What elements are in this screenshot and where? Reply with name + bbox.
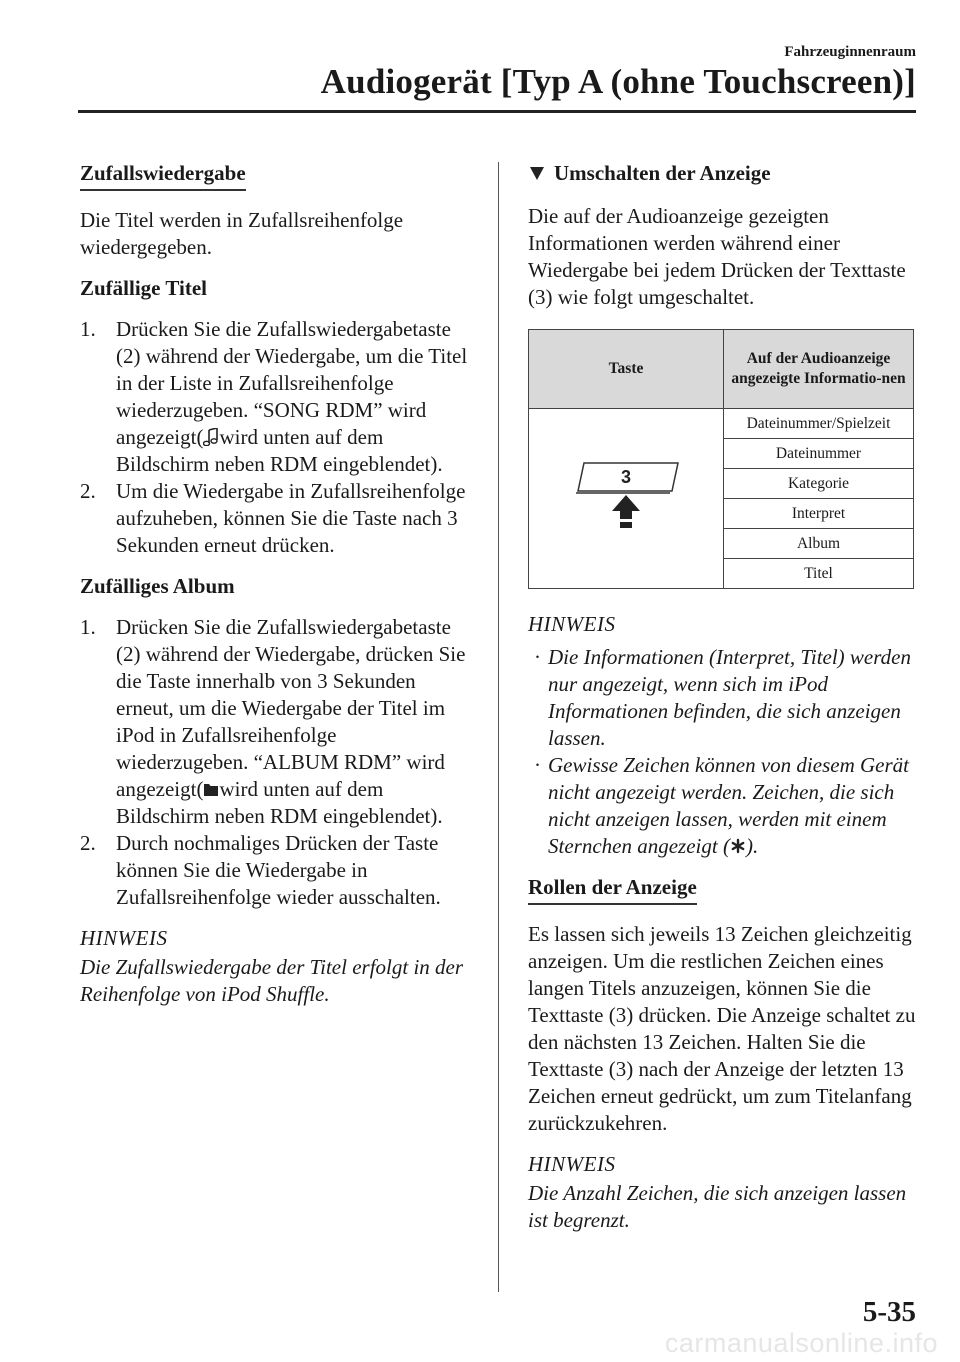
- note-label: HINWEIS: [528, 612, 616, 636]
- rollen-paragraph: Es lassen sich jeweils 13 Zeichen gleichzeitig anzeigen. Um die restlichen Zeichen eines langen Titels anzuzeigen, können Sie die Texttaste (3) drücken. Die Anzeige schaltet zu den nächsten 13 Zeichen. Halten Sie die Texttaste (3) nach der Anzeige der letzten 13 Zeichen erneut gedrückt, um zum Titelanfang zurückzukehren.: [528, 922, 916, 1135]
- page-number: 5-35: [862, 1296, 916, 1328]
- list-item: [528, 644, 918, 752]
- step-text: Drücken Sie die Zufallswiedergabetaste (2) während der Wiedergabe, um die Titel in der Liste in Zufallsreihenfolge wiederzugeben. “SONG RDM” wird angezeigt(: [116, 317, 468, 449]
- key-cell: [529, 409, 724, 589]
- table-row: [529, 409, 914, 439]
- note-label: HINWEIS: [528, 1152, 616, 1176]
- watermark: carmanualsonline.info: [664, 1328, 938, 1358]
- steps-zufaelliges-album: [80, 614, 470, 911]
- heading-zufallswiedergabe: Zufallswiedergabe: [80, 160, 246, 191]
- list-item: [80, 830, 470, 911]
- step-text: Um die Wiedergabe in Zufallsreihenfolge aufzuheben, können Sie die Taste nach 3 Sekunden erneut drücken.: [116, 479, 466, 557]
- heading-text: Umschalten der Anzeige: [554, 161, 771, 185]
- list-item: [80, 316, 470, 478]
- bullet-dot-icon: ·: [534, 753, 541, 777]
- folder-icon: [203, 780, 219, 798]
- note-text: Die Zufallswiedergabe der Titel erfolgt in der Reihenfolge von iPod Shuffle.: [80, 955, 464, 1006]
- bullet-text: Gewisse Zeichen können von diesem Gerät nicht angezeigt werden. Zeichen, die sich nicht anzeigen lassen, werden mit einem Sternchen angezeigt (: [548, 753, 909, 858]
- step-number: 1.: [80, 615, 96, 639]
- subheading-zufaellige-titel: Zufällige Titel: [80, 276, 207, 300]
- subheading-zufaelliges-album: Zufälliges Album: [80, 574, 235, 598]
- table-header-taste: Taste: [529, 330, 724, 409]
- list-item: [80, 478, 470, 559]
- text-button-3-icon: [566, 451, 686, 541]
- table-cell: Interpret: [724, 499, 914, 529]
- page-title: Audiogerät [Typ A (ohne Touchscreen)]: [320, 62, 916, 101]
- triangle-bullet-icon: [530, 167, 544, 180]
- note-bullets: [528, 644, 918, 860]
- asterisk-icon: [730, 837, 746, 855]
- table-cell: Dateinummer: [724, 439, 914, 469]
- intro-paragraph: Die Titel werden in Zufallsreihenfolge wiedergegeben.: [80, 208, 404, 259]
- header-rule: [78, 110, 916, 113]
- heading-umschalten: [528, 160, 918, 187]
- steps-zufaellige-titel: [80, 316, 470, 559]
- display-info-table: [528, 329, 914, 589]
- left-column: [80, 160, 470, 1022]
- note-label: HINWEIS: [80, 926, 168, 950]
- list-item: [80, 614, 470, 830]
- table-cell: Dateinummer/Spielzeit: [724, 409, 914, 439]
- heading-rollen: Rollen der Anzeige: [528, 874, 697, 905]
- note-text: Die Anzahl Zeichen, die sich anzeigen lassen ist begrenzt.: [528, 1181, 907, 1232]
- table-cell: Kategorie: [724, 469, 914, 499]
- step-text-cont: wird unten auf dem Bildschirm neben RDM eingeblendet).: [116, 777, 443, 828]
- bullet-text-cont: ).: [745, 834, 759, 858]
- column-divider: [498, 162, 499, 1292]
- key-label: 3: [620, 466, 632, 487]
- step-number: 2.: [80, 831, 96, 855]
- table-header-info: Auf der Audioanzeige angezeigte Informatio-nen: [724, 330, 914, 409]
- bullet-text: Die Informationen (Interpret, Titel) werden nur angezeigt, wenn sich im iPod Informationen befinden, die sich anzeigen lassen.: [548, 645, 911, 750]
- music-note-icon: [203, 428, 219, 446]
- intro-paragraph: Die auf der Audioanzeige gezeigten Informationen werden während einer Wiedergabe bei jedem Drücken der Texttaste (3) wie folgt umgeschaltet.: [528, 204, 906, 309]
- step-text-cont: wird unten auf dem Bildschirm neben RDM eingeblendet).: [116, 425, 443, 476]
- step-number: 1.: [80, 317, 96, 341]
- section-label: Fahrzeuginnenraum: [784, 44, 916, 60]
- table-cell: Album: [724, 529, 914, 559]
- right-column: [528, 160, 918, 1248]
- list-item: [528, 752, 918, 860]
- table-cell: Titel: [724, 559, 914, 589]
- bullet-dot-icon: ·: [534, 645, 541, 669]
- step-text: Drücken Sie die Zufallswiedergabetaste (2) während der Wiedergabe, drücken Sie die Taste innerhalb von 3 Sekunden erneut, um die Wiedergabe der Titel im iPod in Zufallsreihenfolge wiederzugeben. “ALBUM RDM” wird angezeigt(: [116, 615, 466, 801]
- step-number: 2.: [80, 479, 96, 503]
- step-text: Durch nochmaliges Drücken der Taste können Sie die Wiedergabe in Zufallsreihenfolge wieder ausschalten.: [116, 831, 441, 909]
